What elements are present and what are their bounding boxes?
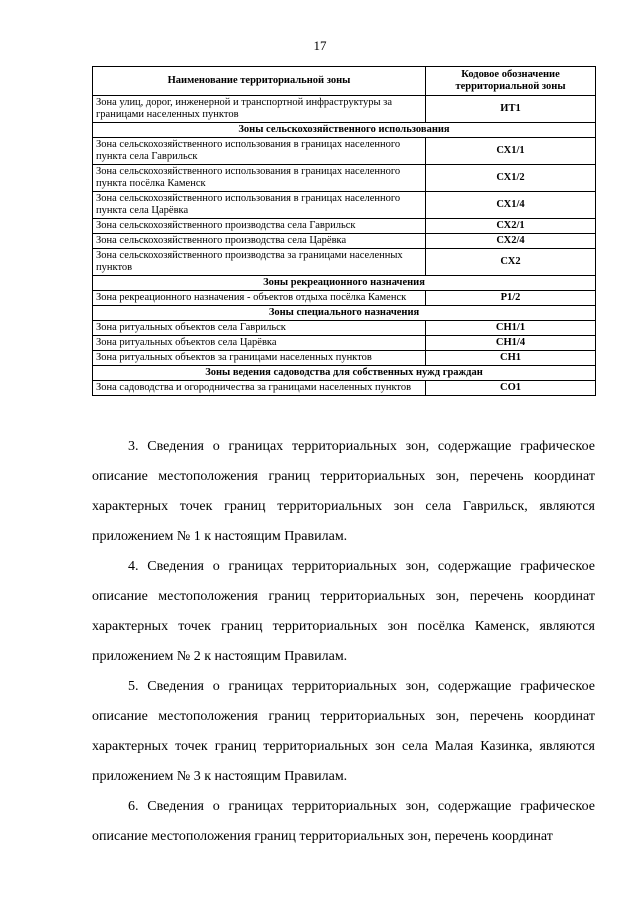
section-row bbox=[93, 366, 596, 381]
table-row bbox=[93, 351, 596, 366]
table-row bbox=[93, 96, 596, 123]
section-title: Зоны сельскохозяйственного использования bbox=[93, 123, 596, 138]
section-row bbox=[93, 123, 596, 138]
zone-code-cell: СХ1/4 bbox=[426, 192, 596, 219]
table-row bbox=[93, 165, 596, 192]
zone-name-cell: Зона сельскохозяйственного использования в границах населенного пункта посёлка Каменск bbox=[93, 165, 426, 192]
zone-code-cell: СН1/1 bbox=[426, 321, 596, 336]
table-row bbox=[93, 192, 596, 219]
zone-name-cell: Зона рекреационного назначения - объектов отдыха посёлка Каменск bbox=[93, 291, 426, 306]
zone-code-cell: СХ2/4 bbox=[426, 234, 596, 249]
zone-name-cell: Зона сельскохозяйственного использования в границах населенного пункта села Гаврильск bbox=[93, 138, 426, 165]
zone-name-cell: Зона ритуальных объектов села Царёвка bbox=[93, 336, 426, 351]
section-title: Зоны ведения садоводства для собственных нужд граждан bbox=[93, 366, 596, 381]
paragraph: 4. Сведения о границах территориальных зон, содержащие графическое описание местоположения границ территориальных зон, перечень координат характерных точек границ территориальных зон посёлка Каменск, являются приложением № 2 к настоящим Правилам. bbox=[92, 559, 595, 664]
page-number: 17 bbox=[313, 38, 327, 53]
table-row bbox=[93, 321, 596, 336]
table-header-row bbox=[93, 67, 596, 96]
zones-table bbox=[92, 66, 596, 396]
header-zone-name: Наименование территориальной зоны bbox=[93, 67, 426, 96]
section-title: Зоны специального назначения bbox=[93, 306, 596, 321]
zone-code-cell: СХ1/1 bbox=[426, 138, 596, 165]
zone-name-cell: Зона сельскохозяйственного производства села Гаврильск bbox=[93, 219, 426, 234]
zone-code-cell: СО1 bbox=[426, 381, 596, 396]
zone-code-cell: СХ1/2 bbox=[426, 165, 596, 192]
header-zone-code: Кодовое обозначение территориальной зоны bbox=[426, 67, 596, 96]
body-text bbox=[92, 432, 595, 852]
zone-code-cell: СН1 bbox=[426, 351, 596, 366]
zone-name-cell: Зона сельскохозяйственного использования в границах населенного пункта села Царёвка bbox=[93, 192, 426, 219]
zone-code-cell: СН1/4 bbox=[426, 336, 596, 351]
table-row bbox=[93, 291, 596, 306]
zone-name-cell: Зона ритуальных объектов села Гаврильск bbox=[93, 321, 426, 336]
zone-code-cell: ИТ1 bbox=[426, 96, 596, 123]
zone-name-cell: Зона сельскохозяйственного производства села Царёвка bbox=[93, 234, 426, 249]
paragraph: 3. Сведения о границах территориальных зон, содержащие графическое описание местоположения границ территориальных зон, перечень координат характерных точек границ территориальных зон села Гаврильск, являются приложением № 1 к настоящим Правилам. bbox=[92, 439, 595, 544]
section-title: Зоны рекреационного назначения bbox=[93, 276, 596, 291]
zone-name-cell: Зона садоводства и огородничества за границами населенных пунктов bbox=[93, 381, 426, 396]
table-row bbox=[93, 249, 596, 276]
table-row bbox=[93, 234, 596, 249]
table-row bbox=[93, 381, 596, 396]
section-row bbox=[93, 276, 596, 291]
zone-code-cell: Р1/2 bbox=[426, 291, 596, 306]
zone-code-cell: СХ2 bbox=[426, 249, 596, 276]
zone-code-cell: СХ2/1 bbox=[426, 219, 596, 234]
paragraph: 5. Сведения о границах территориальных зон, содержащие графическое описание местоположения границ территориальных зон, перечень координат характерных точек границ территориальных зон села Малая Казинка, являются приложением № 3 к настоящим Правилам. bbox=[92, 679, 595, 784]
zone-name-cell: Зона улиц, дорог, инженерной и транспортной инфраструктуры за границами населенных пунктов bbox=[93, 96, 426, 123]
zone-name-cell: Зона ритуальных объектов за границами населенных пунктов bbox=[93, 351, 426, 366]
table-row bbox=[93, 138, 596, 165]
paragraph: 6. Сведения о границах территориальных зон, содержащие графическое описание местоположения границ территориальных зон, перечень координат bbox=[92, 799, 595, 844]
zone-name-cell: Зона сельскохозяйственного производства за границами населенных пунктов bbox=[93, 249, 426, 276]
table-row bbox=[93, 336, 596, 351]
section-row bbox=[93, 306, 596, 321]
zones-table-body bbox=[93, 96, 596, 396]
table-row bbox=[93, 219, 596, 234]
